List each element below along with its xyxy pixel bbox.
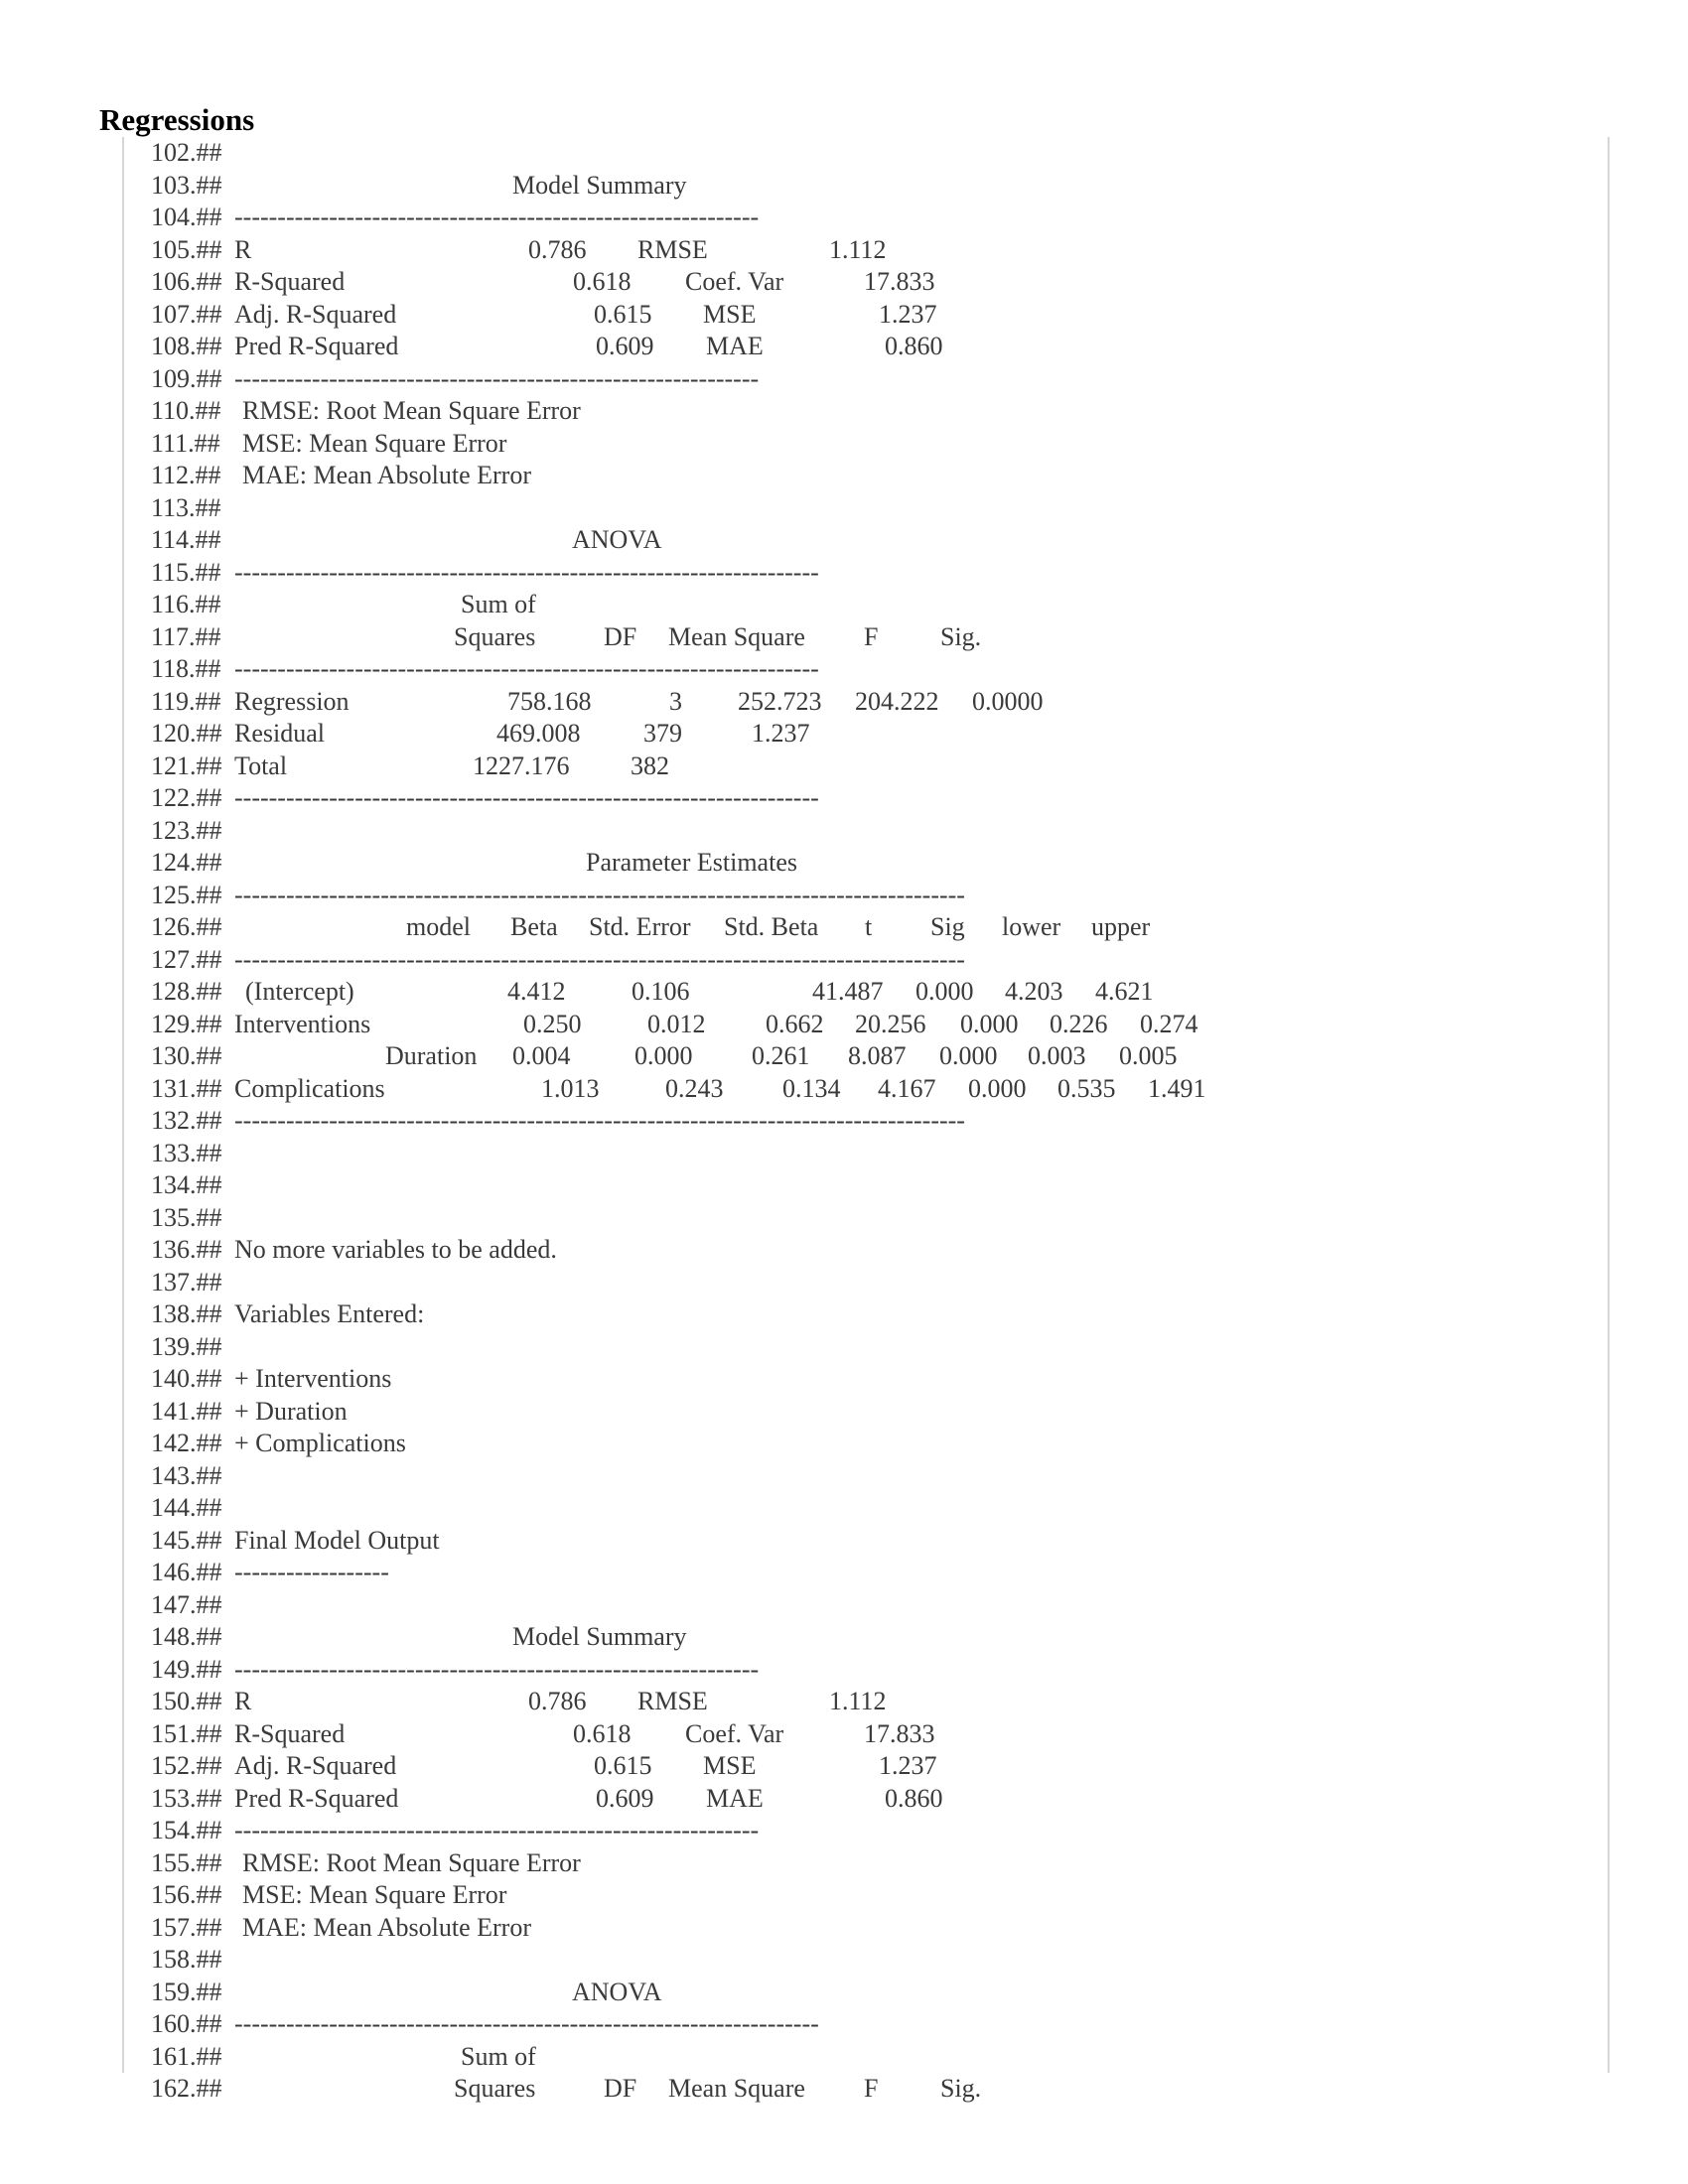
code-line-text: 1.237 xyxy=(752,719,810,748)
line-number: 118.## xyxy=(151,654,221,683)
line-number: 149.## xyxy=(151,1654,222,1684)
code-line-text: ------------------------------------------------------------------------------------- xyxy=(234,944,965,974)
line-number: 145.## xyxy=(151,1525,222,1555)
code-line-text: 379 xyxy=(643,719,682,748)
code-line-text: MSE: Mean Square Error xyxy=(242,428,507,458)
code-line xyxy=(151,1783,1541,1815)
code-line xyxy=(151,653,1541,685)
line-number: 133.## xyxy=(151,1138,222,1167)
line-number: 144.## xyxy=(151,1493,222,1522)
code-line-text: + Duration xyxy=(234,1396,348,1426)
code-line-text: 758.168 xyxy=(507,686,592,716)
code-line xyxy=(151,1525,1541,1557)
line-number: 108.## xyxy=(151,332,222,360)
line-number: 119.## xyxy=(151,686,221,716)
code-line-text: 0.226 xyxy=(1050,1009,1108,1038)
code-line xyxy=(151,492,1541,524)
code-line-text: ------------------ xyxy=(234,1558,389,1586)
code-line-text: Interventions xyxy=(234,1009,371,1038)
code-line xyxy=(151,1912,1541,1944)
code-line-text: 469.008 xyxy=(496,719,581,748)
code-line-text: 0.005 xyxy=(1119,1041,1178,1070)
code-line-text: RMSE: Root Mean Square Error xyxy=(242,1847,581,1877)
code-line xyxy=(151,1009,1541,1040)
code-line-text: ------------------------------------------------------------- xyxy=(234,363,760,393)
code-line-text: 0.609 xyxy=(596,332,654,360)
code-line-text: MSE xyxy=(703,1751,757,1780)
code-line xyxy=(151,428,1541,460)
code-line xyxy=(151,1654,1541,1686)
line-number: 128.## xyxy=(151,977,222,1006)
code-line-text: 4.167 xyxy=(878,1073,936,1103)
code-line-text: ANOVA xyxy=(572,525,662,554)
line-number: 115.## xyxy=(151,557,221,587)
code-line xyxy=(151,1169,1541,1201)
code-line-text: 0.662 xyxy=(766,1009,824,1038)
code-line xyxy=(151,718,1541,750)
code-line-text: Residual xyxy=(234,719,325,748)
code-line-text: 0.618 xyxy=(573,1718,632,1748)
code-line-text: DF xyxy=(604,621,637,651)
code-line xyxy=(151,944,1541,976)
code-line xyxy=(151,1105,1541,1137)
code-line-text: Duration xyxy=(385,1041,478,1070)
code-line xyxy=(151,1428,1541,1459)
code-line-text: 4.412 xyxy=(507,977,566,1006)
code-line-text: 0.786 xyxy=(528,1687,587,1715)
code-line-text: + Interventions xyxy=(234,1364,392,1393)
code-line-text: RMSE xyxy=(637,1687,708,1715)
page-title: Regressions xyxy=(99,102,255,137)
line-number: 110.## xyxy=(151,396,221,425)
line-number: 139.## xyxy=(151,1331,222,1361)
code-line-text: MSE xyxy=(703,299,757,329)
line-number: 132.## xyxy=(151,1106,222,1135)
code-line-text: Squares xyxy=(454,2074,536,2103)
code-line-text: 382 xyxy=(631,751,669,780)
code-line-text: ------------------------------------------------------------- xyxy=(234,203,760,231)
line-number: 131.## xyxy=(151,1073,222,1103)
code-line xyxy=(151,266,1541,298)
code-line xyxy=(151,234,1541,266)
code-line-text: 1227.176 xyxy=(473,751,570,780)
line-number: 143.## xyxy=(151,1460,222,1490)
code-line-text: 0.860 xyxy=(885,332,943,360)
code-line xyxy=(151,2008,1541,2040)
line-number: 126.## xyxy=(151,912,222,941)
code-line xyxy=(151,363,1541,395)
line-number: 142.## xyxy=(151,1429,222,1457)
code-line-text: 17.833 xyxy=(864,1718,935,1748)
code-line-text: 0.618 xyxy=(573,267,632,296)
code-line-text: 0.004 xyxy=(512,1041,571,1070)
code-line xyxy=(151,395,1541,427)
code-line-text: F xyxy=(864,621,879,651)
code-line-text: ------------------------------------------------------------------------------------- xyxy=(234,1106,965,1135)
code-line-text: Mean Square xyxy=(668,621,805,651)
line-number: 137.## xyxy=(151,1267,222,1297)
line-number: 112.## xyxy=(151,461,221,489)
code-line xyxy=(151,1750,1541,1782)
code-line-text: 0.106 xyxy=(632,977,690,1006)
code-line-text: Parameter Estimates xyxy=(586,848,797,877)
code-line-text: Sum of xyxy=(461,2041,536,2071)
code-line-text: 0.250 xyxy=(523,1009,582,1038)
code-line xyxy=(151,589,1541,620)
code-line-text: No more variables to be added. xyxy=(234,1235,557,1264)
line-number: 140.## xyxy=(151,1364,222,1393)
code-line-text: 1.237 xyxy=(879,1751,937,1780)
code-line-text: Total xyxy=(234,751,288,780)
code-line-text: ------------------------------------------------------------------------------------- xyxy=(234,880,965,909)
line-number: 104.## xyxy=(151,203,222,231)
line-number: 159.## xyxy=(151,1977,222,2006)
code-line xyxy=(151,815,1541,847)
code-line xyxy=(151,1977,1541,2008)
line-number: 153.## xyxy=(151,1783,222,1813)
code-line xyxy=(151,1363,1541,1395)
line-number: 146.## xyxy=(151,1558,222,1586)
line-number: 121.## xyxy=(151,751,222,780)
code-line-text: Pred R-Squared xyxy=(234,332,399,360)
line-number: 103.## xyxy=(151,170,222,200)
line-number: 106.## xyxy=(151,267,222,296)
code-line xyxy=(151,880,1541,911)
code-line xyxy=(151,331,1541,362)
line-number: 138.## xyxy=(151,1299,222,1328)
code-line-text: ------------------------------------------------------------- xyxy=(234,1654,760,1684)
code-line-text: Std. Error xyxy=(589,912,691,941)
code-line-text: Coef. Var xyxy=(685,267,784,296)
code-line xyxy=(151,1589,1541,1621)
code-line xyxy=(151,1557,1541,1588)
line-number: 102.## xyxy=(151,138,222,167)
code-line-text: RMSE xyxy=(637,234,708,264)
code-line xyxy=(151,1944,1541,1976)
code-line-text: t xyxy=(865,912,873,941)
code-line-text: RMSE: Root Mean Square Error xyxy=(242,396,581,425)
code-line-text: 0.274 xyxy=(1140,1009,1198,1038)
code-line xyxy=(151,976,1541,1008)
code-line-text: 1.237 xyxy=(879,299,937,329)
line-number: 123.## xyxy=(151,815,222,845)
line-number: 125.## xyxy=(151,880,222,909)
line-number: 162.## xyxy=(151,2074,222,2103)
code-line xyxy=(151,170,1541,202)
code-line-text: Sig. xyxy=(940,2074,982,2103)
code-line-text: + Complications xyxy=(234,1429,406,1457)
line-number: 147.## xyxy=(151,1589,222,1619)
code-line xyxy=(151,1815,1541,1846)
code-line-text: Model Summary xyxy=(512,1622,687,1651)
code-line xyxy=(151,524,1541,556)
code-line-text: 0.000 xyxy=(960,1009,1019,1038)
line-number: 154.## xyxy=(151,1816,222,1844)
code-line-text: 0.615 xyxy=(594,299,652,329)
code-line-text: 17.833 xyxy=(864,267,935,296)
code-line-text: upper xyxy=(1091,912,1151,941)
code-line xyxy=(151,1718,1541,1750)
code-line-text: 41.487 xyxy=(812,977,884,1006)
line-number: 107.## xyxy=(151,299,222,329)
line-number: 105.## xyxy=(151,234,222,264)
code-line xyxy=(151,1298,1541,1330)
line-number: 130.## xyxy=(151,1041,222,1070)
code-line-text: 4.621 xyxy=(1095,977,1154,1006)
line-number: 124.## xyxy=(151,848,222,877)
line-number: 134.## xyxy=(151,1170,222,1199)
code-line xyxy=(151,1621,1541,1653)
line-number: 113.## xyxy=(151,492,221,522)
line-number: 158.## xyxy=(151,1945,222,1974)
code-line-text: 0.609 xyxy=(596,1783,654,1813)
code-line xyxy=(151,1492,1541,1524)
code-line-text: 20.256 xyxy=(855,1009,926,1038)
line-number: 151.## xyxy=(151,1718,222,1748)
code-line xyxy=(151,911,1541,943)
code-line xyxy=(151,1847,1541,1879)
code-line-text: ------------------------------------------------------------- xyxy=(234,1816,760,1844)
code-line-text: model xyxy=(406,912,471,941)
code-line xyxy=(151,1331,1541,1363)
code-line xyxy=(151,782,1541,814)
line-number: 157.## xyxy=(151,1912,222,1942)
line-number: 122.## xyxy=(151,783,222,812)
code-line-text: -------------------------------------------------------------------- xyxy=(234,783,819,812)
code-line-text: 8.087 xyxy=(848,1041,907,1070)
line-number: 117.## xyxy=(151,621,221,651)
code-line xyxy=(151,1202,1541,1234)
code-line-text: Model Summary xyxy=(512,170,687,200)
line-number: 127.## xyxy=(151,944,222,974)
code-line-text: -------------------------------------------------------------------- xyxy=(234,654,819,683)
code-line-text: Sig. xyxy=(940,621,982,651)
line-number: 120.## xyxy=(151,719,222,748)
code-line-text: 0.000 xyxy=(634,1041,693,1070)
code-line xyxy=(151,137,1541,169)
code-line-text: R xyxy=(234,234,252,264)
code-line xyxy=(151,1138,1541,1169)
code-line-text: 0.0000 xyxy=(972,686,1044,716)
code-line-text: Std. Beta xyxy=(724,912,819,941)
code-line xyxy=(151,299,1541,331)
line-number: 160.## xyxy=(151,2009,222,2038)
line-number: 152.## xyxy=(151,1751,222,1780)
code-line xyxy=(151,1460,1541,1492)
code-line-text: Sum of xyxy=(461,590,536,618)
code-line-text: 0.000 xyxy=(939,1041,998,1070)
code-line-text: R xyxy=(234,1687,252,1715)
code-line-text: MSE: Mean Square Error xyxy=(242,1880,507,1909)
line-number: 141.## xyxy=(151,1396,222,1426)
code-line xyxy=(151,1686,1541,1717)
code-line-text: Mean Square xyxy=(668,2074,805,2103)
code-line-text: 1.013 xyxy=(541,1073,600,1103)
code-line-text: R-Squared xyxy=(234,267,346,296)
code-line-text: 0.000 xyxy=(968,1073,1027,1103)
code-line-text: 252.723 xyxy=(738,686,822,716)
line-number: 129.## xyxy=(151,1009,222,1038)
code-line xyxy=(151,557,1541,589)
code-line xyxy=(151,751,1541,782)
code-line-text: F xyxy=(864,2074,879,2103)
code-line xyxy=(151,460,1541,491)
line-number: 109.## xyxy=(151,363,222,393)
code-line-text: -------------------------------------------------------------------- xyxy=(234,557,819,587)
code-line-text: Adj. R-Squared xyxy=(234,299,397,329)
code-line-text: 0.003 xyxy=(1028,1041,1086,1070)
code-output-block xyxy=(122,137,1610,2103)
line-number: 155.## xyxy=(151,1847,222,1877)
code-line xyxy=(151,202,1541,233)
line-number: 116.## xyxy=(151,590,221,618)
code-line-text: Beta xyxy=(510,912,558,941)
code-line-text: 3 xyxy=(669,686,682,716)
code-line-text: Adj. R-Squared xyxy=(234,1751,397,1780)
code-line-text: 1.491 xyxy=(1148,1073,1206,1103)
line-number: 148.## xyxy=(151,1622,222,1651)
code-line-text: 0.261 xyxy=(752,1041,810,1070)
code-line-text: Coef. Var xyxy=(685,1718,784,1748)
code-line-text: ANOVA xyxy=(572,1977,662,2006)
code-line-text: 0.012 xyxy=(647,1009,706,1038)
code-line xyxy=(151,1073,1541,1105)
code-line-text: Complications xyxy=(234,1073,385,1103)
code-line-text: MAE: Mean Absolute Error xyxy=(242,1912,532,1942)
code-line-text: (Intercept) xyxy=(245,977,354,1006)
code-line xyxy=(151,1267,1541,1298)
line-number: 150.## xyxy=(151,1687,222,1715)
code-line-text: Final Model Output xyxy=(234,1525,440,1555)
code-line-text: lower xyxy=(1002,912,1061,941)
code-line-text: 0.860 xyxy=(885,1783,943,1813)
line-number: 136.## xyxy=(151,1235,222,1264)
code-line xyxy=(151,686,1541,718)
code-line-text: Sig xyxy=(930,912,965,941)
code-line-text: MAE: Mean Absolute Error xyxy=(242,461,532,489)
code-line-text: Squares xyxy=(454,621,536,651)
line-number: 135.## xyxy=(151,1202,222,1232)
code-line-text: 1.112 xyxy=(829,234,887,264)
code-line xyxy=(151,2041,1541,2073)
code-line-text: -------------------------------------------------------------------- xyxy=(234,2009,819,2038)
code-line-text: 4.203 xyxy=(1005,977,1063,1006)
code-line-text: Pred R-Squared xyxy=(234,1783,399,1813)
code-line xyxy=(151,621,1541,653)
code-line-text: 0.786 xyxy=(528,234,587,264)
code-line-text: 204.222 xyxy=(855,686,939,716)
code-line-text: 0.243 xyxy=(665,1073,724,1103)
code-line-text: 0.615 xyxy=(594,1751,652,1780)
code-line-text: MAE xyxy=(706,332,764,360)
code-line-text: Variables Entered: xyxy=(234,1299,425,1328)
line-number: 161.## xyxy=(151,2041,222,2071)
line-number: 114.## xyxy=(151,525,221,554)
code-line-text: MAE xyxy=(706,1783,764,1813)
code-line-text: R-Squared xyxy=(234,1718,346,1748)
code-line xyxy=(151,1234,1541,1266)
code-line xyxy=(151,847,1541,879)
line-number: 156.## xyxy=(151,1880,222,1909)
code-line xyxy=(151,1396,1541,1428)
code-line-text: 0.535 xyxy=(1057,1073,1116,1103)
code-line xyxy=(151,1879,1541,1911)
code-line-text: 1.112 xyxy=(829,1687,887,1715)
line-number: 111.## xyxy=(151,428,220,458)
code-line xyxy=(151,2073,1541,2105)
code-line-text: Regression xyxy=(234,686,350,716)
code-line-text: 0.134 xyxy=(782,1073,841,1103)
code-line-text: 0.000 xyxy=(915,977,974,1006)
code-line-text: DF xyxy=(604,2074,637,2103)
code-line xyxy=(151,1040,1541,1072)
